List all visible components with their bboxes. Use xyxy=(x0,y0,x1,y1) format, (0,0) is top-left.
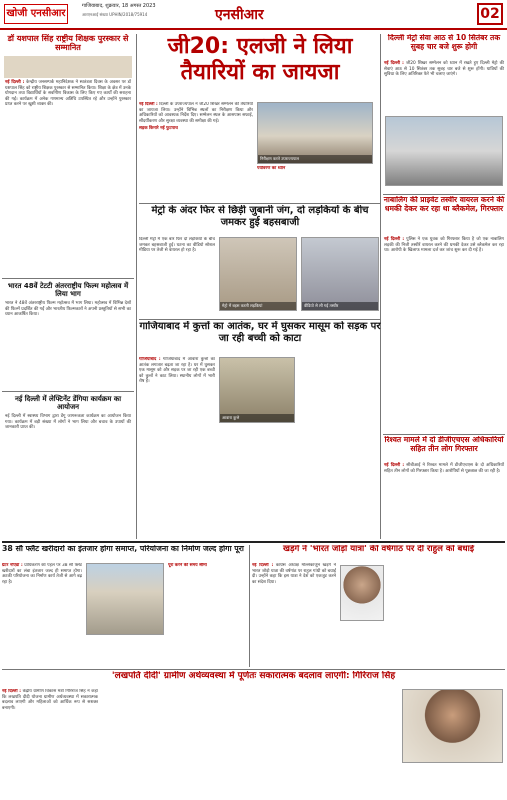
story-rural-dateline: नई दिल्ली : xyxy=(2,689,22,694)
story-kharge-headline: खड़गे ने 'भारत जोड़ो यात्रा' की वर्षगांठ पर दी राहुल को बधाई xyxy=(283,545,474,554)
story-kharge-body: कांग्रेस अध्यक्ष मल्लिकार्जुन खड़गे ने भारत जोड़ो यात्रा की वर्षगांठ पर राहुल गांधी को बधाई दी। उन्होंने कहा कि इस यात्रा ने देश को एकजुट करने का संदेश दिया। xyxy=(252,563,336,585)
lead-sub1-head: सड़क किनारे नई फुटपाथ xyxy=(139,126,178,132)
story-dogs-text xyxy=(139,357,215,537)
story-kharge-text xyxy=(252,563,336,665)
story-metro-cars-headline: दिल्ली मेट्रो सेवा आठ से 10 सितंबर तक सुबह चार बजे शुरू होगी xyxy=(387,34,501,51)
story-dogs-body: गाजियाबाद में आवारा कुत्तों का आतंक लगातार बढ़ता जा रहा है। घर में घुसकर एक मासूम को और सड़क पर जा रही एक बच्ची को कुत्तों ने काट लिया। स्थानीय लोगों में भारी रोष है। xyxy=(139,357,215,385)
story-metro-cars-body-wrap xyxy=(383,60,505,114)
story-bribe xyxy=(383,436,505,539)
masthead xyxy=(0,0,507,30)
registration-number: आरएनआई संख्या UPHIN/2018/75914 xyxy=(82,12,148,17)
column-divider xyxy=(136,34,137,539)
lead-dateline: नई दिल्ली : xyxy=(139,102,158,107)
story-camp-body: नई दिल्ली में स्वास्थ्य विभाग द्वारा डेंगू जागरूकता कार्यक्रम का आयोजन किया गया। कार्यक्रम में बड़ी संख्या में लोगों ने भाग लिया और बचाव के उपायों की जानकारी प्राप्त की। xyxy=(5,414,131,431)
story-minor xyxy=(383,196,505,432)
lead-photo-caption: निरीक्षण करते उपराज्यपाल xyxy=(258,155,372,163)
award-photo xyxy=(4,56,132,78)
page-number: 02 xyxy=(477,3,503,25)
lead-photo xyxy=(257,102,373,164)
story-flats-headline: 38 सौ फ्लैट खरीदारों का इंतजार होगा समाप्त, परियोजना का निर्माण जल्द होगा पूरा xyxy=(2,545,244,553)
story-bribe-dateline: नई दिल्ली : xyxy=(384,463,405,468)
lead-headline xyxy=(139,34,381,100)
story-bribe-headline: रिश्वत मामले में दो डीजीएचएस अधिकारियों सहित तीन लोग गिरफ्तार xyxy=(384,436,504,453)
story-minor-body: पुलिस ने एक युवक को गिरफ्तार किया है जो एक नाबालिग लड़की की निजी तस्वीरें वायरल करने की धमकी देकर उसे ब्लैकमेल कर रहा था। आरोपी के खिलाफ मामला दर्ज कर जांच शुरू कर दी गई है। xyxy=(384,237,504,254)
story-award xyxy=(2,34,134,276)
story-flats-body: प्राधिकरण की पहल पर 38 सौ फ्लैट खरीदारों का लंबा इंतजार जल्द ही समाप्त होगा। अटकी परियोजना का निर्माण कार्य तेजी से आगे बढ़ रहा है। xyxy=(2,563,82,585)
divider xyxy=(2,278,134,279)
story-award-headline: डॉ यशपाल सिंह राष्ट्रीय शिक्षक पुरस्कार से सम्मानित xyxy=(7,34,129,53)
story-bribe-body: सीबीआई ने रिश्वत मामले में डीजीएचएस के दो अधिकारियों सहित तीन लोगों को गिरफ्तार किया है। आरोपियों से पूछताछ की जा रही है। xyxy=(384,463,504,474)
flats-photo xyxy=(86,563,164,635)
story-metro-cars-body: जी20 शिखर सम्मेलन को ध्यान में रखते हुए दिल्ली मेट्रो की सेवाएं आठ से 10 सितंबर तक सुबह चार बजे से शुरू होंगी। यात्रियों की सुविधा के लिए अतिरिक्त फेरे भी चलाए जाएंगे। xyxy=(384,61,504,78)
story-metro-girls-headline-wrap xyxy=(139,205,381,235)
story-kharge-dateline: नई दिल्ली : xyxy=(252,563,274,568)
section-divider xyxy=(2,541,505,543)
story-rural-body-wrap xyxy=(2,689,505,798)
story-kharge-body-wrap xyxy=(252,563,505,667)
story-metro-girls-body-wrap xyxy=(139,237,381,317)
metro-girls-photo-1 xyxy=(219,237,297,311)
story-award-body-wrap xyxy=(2,78,134,273)
rural-portrait xyxy=(402,689,503,763)
story-dogs-body-wrap xyxy=(139,357,381,539)
story-rural-text xyxy=(2,689,98,796)
metro-girls-caption-2: वीडियो से ली गई तस्वीर xyxy=(302,302,378,310)
story-rural-body: केंद्रीय ग्रामीण विकास मंत्री गिरिराज सिंह ने कहा कि लखपति दीदी योजना ग्रामीण अर्थव्यवस्था में सकारात्मक बदलाव लाएगी और महिलाओं को आर्थिक रूप से सशक्त बनाएगी। xyxy=(2,689,98,711)
story-dogs-col3 xyxy=(299,357,379,537)
story-flats-sub-head: पूरा करने की समय सीमा xyxy=(168,563,207,568)
divider xyxy=(2,669,505,670)
story-rural-col4 xyxy=(302,689,398,796)
divider xyxy=(383,434,505,435)
story-rural-headline: 'लखपति दीदी' ग्रामीण अर्थव्यवस्था में पूर्णतः सकारात्मक बदलाव लाएगी: गिरिराज सिंह xyxy=(111,671,396,681)
issue-date xyxy=(82,3,232,18)
story-kharge-col3 xyxy=(388,563,505,665)
story-rural-col2 xyxy=(102,689,198,796)
lead-body: दिल्ली के उपराज्यपाल ने जी20 शिखर सम्मेलन की तैयारियों का जायजा लिया। उन्होंने विभिन्न स्थलों का निरीक्षण किया और अधिकारियों को आवश्यक निर्देश दिए। सम्मेलन स्थल के आसपास सफाई, सौंदर्यीकरण और सुरक्षा व्यवस्था की समीक्षा की गई। xyxy=(139,102,253,124)
newspaper-brand: खोजी एनसीआर xyxy=(4,4,68,24)
story-flats-headline-wrap xyxy=(2,545,247,561)
story-dogs-headline-wrap xyxy=(139,321,381,355)
story-flats-body-wrap xyxy=(2,563,247,667)
story-minor-body-wrap xyxy=(383,236,505,257)
story-dogs-headline: गाजियाबाद में कुत्तों का आतंक, घर में घुसकर मासूम को सड़क पर जा रही बच्ची को काटा xyxy=(139,321,381,344)
story-camp-headline: नई दिल्ली में लेफ्टिनेंट डेंगिया कार्यक्रम का आयोजन xyxy=(14,395,122,412)
divider xyxy=(139,203,381,204)
story-minor-dateline: नई दिल्ली : xyxy=(384,237,405,242)
story-bribe-body-wrap xyxy=(383,462,505,477)
metro-photo xyxy=(385,116,503,186)
story-flats-text xyxy=(2,563,82,665)
column-divider xyxy=(249,545,250,667)
lead-body-col xyxy=(139,102,253,190)
lead-headline-line2: तैयारियों का जायजा xyxy=(180,60,340,85)
story-camp xyxy=(2,394,134,539)
kharge-portrait xyxy=(340,565,384,621)
story-metro-girls-body: दिल्ली मेट्रो में एक बार फिर दो लड़कियों के बीच जमकर बहसबाजी हुई। घटना का वीडियो सोशल मीडिया पर तेजी से वायरल हो रहा है। xyxy=(139,237,215,254)
story-rural-headline-wrap xyxy=(2,671,505,687)
story-metro-cars xyxy=(383,34,505,192)
story-award-dateline: नई दिल्ली : xyxy=(5,80,25,85)
divider xyxy=(383,194,505,195)
story-tt-body: भारत ने 48वें अंतरराष्ट्रीय फिल्म महोत्सव में भाग लिया। महोत्सव में विभिन्न देशों की फिल्में प्रदर्शित की गईं और भारतीय फिल्मकारों ने अपनी प्रस्तुतियों से सभी का ध्यान आकर्षित किया। xyxy=(5,301,131,318)
metro-girls-caption-1: मेट्रो में बहस करती लड़कियां xyxy=(220,302,296,310)
lead-sub2-head: पर्यावरण का ध्यान xyxy=(257,166,286,171)
story-metro-girls-headline: मेट्रो के अंदर फिर से छिड़ी जुबानी जंग, दो लड़कियों के बीच जमकर हुई बहसबाजी xyxy=(151,205,369,228)
story-flats-col3 xyxy=(168,563,246,665)
story-flats-dateline: ग्रेटर नोएडा : xyxy=(2,563,23,568)
lead-sub2 xyxy=(257,166,373,190)
story-tt-headline: भारत 48वें टेटटी अंतरराष्ट्रीय फिल्म महोत्सव में लिया भाग xyxy=(7,282,129,299)
story-minor-headline: नाबालिग की प्राइवेट तस्वीर वायरल करने की धमकी देकर कर रहा था ब्लैकमेल, गिरफ्तार xyxy=(383,196,505,213)
dogs-photo-caption: आवारा कुत्ते xyxy=(220,414,294,422)
story-tt xyxy=(2,281,134,389)
story-dogs-dateline: गाजियाबाद : xyxy=(139,357,161,362)
metro-girls-photo-2 xyxy=(301,237,379,311)
dogs-photo xyxy=(219,357,295,423)
lead-headline-line1: जी20: एलजी ने लिया xyxy=(167,34,353,59)
section-title: एनसीआर xyxy=(215,7,264,23)
story-metro-cars-dateline: नई दिल्ली : xyxy=(384,61,404,66)
story-rural-col3 xyxy=(202,689,298,796)
divider xyxy=(2,391,134,392)
story-kharge-headline-wrap xyxy=(252,545,505,561)
issue-date-text: गाजियाबाद, शुक्रवार, 18 अगस्त 2023 xyxy=(82,3,156,9)
story-award-body: केन्द्रीय जनसम्पर्क महानिदेशक ने स्वतंत्रता दिवस के अवसर पर डॉ यशपाल सिंह को राष्ट्रीय शिक्षक पुरस्कार से सम्मानित किया। शिक्षा के क्षेत्र में उनके योगदान तथा विद्यार्थियों के सर्वांगीण विकास के लिए किए गए कार्यों की सराहना की गई। कार्यक्रम में अनेक गणमान्य अतिथि उपस्थित रहे और उन्होंने पुरस्कार प्राप्त करने पर खुशी व्यक्त की। xyxy=(5,80,131,108)
lead-sub3-wrap xyxy=(139,192,381,202)
divider xyxy=(139,319,381,320)
